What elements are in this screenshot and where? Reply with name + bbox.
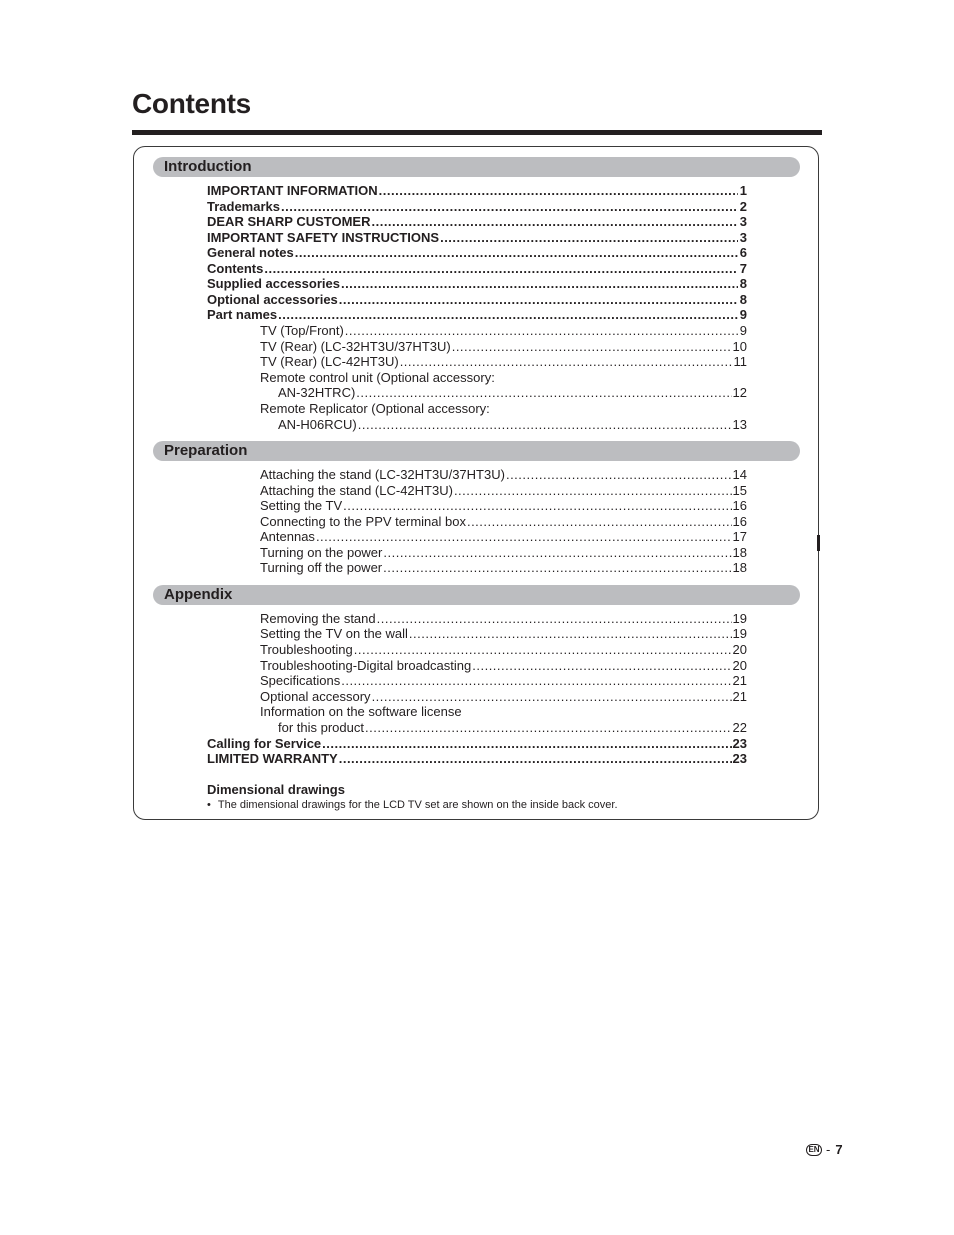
toc-page: 21 (732, 673, 747, 688)
toc-entry[interactable] (260, 323, 747, 339)
toc-page: 19 (732, 611, 747, 626)
toc-page: 13 (732, 417, 747, 432)
toc-label: TV (Rear) (LC-42HT3U) (260, 354, 399, 369)
toc-label: IMPORTANT SAFETY INSTRUCTIONS (207, 230, 440, 245)
page-title: Contents (132, 88, 251, 119)
toc-label: TV (Rear) (LC-32HT3U/37HT3U) (260, 339, 451, 354)
toc-page: 8 (739, 276, 747, 291)
dimensional-note (207, 799, 618, 811)
toc-label: Turning on the power (260, 545, 383, 560)
toc-label: Calling for Service (207, 736, 322, 751)
bullet-icon: • (207, 799, 211, 811)
section-title: Appendix (164, 586, 233, 603)
toc-entry[interactable] (207, 292, 747, 308)
toc-entry[interactable] (260, 611, 747, 627)
toc-entry[interactable] (207, 230, 747, 246)
toc-label: Optional accessory (260, 689, 371, 704)
toc-page: 18 (732, 545, 747, 560)
dimensional-note-text: The dimensional drawings for the LCD TV set are shown on the inside back cover. (217, 799, 618, 811)
toc-page: 14 (732, 467, 747, 482)
toc-entry[interactable] (260, 626, 747, 642)
toc-label: IMPORTANT INFORMATION (207, 183, 378, 198)
margin-mark (817, 535, 820, 551)
toc-label: Setting the TV (260, 498, 343, 513)
toc-page: 18 (732, 560, 747, 575)
toc-entry[interactable] (260, 483, 747, 499)
toc-entry[interactable] (207, 751, 747, 767)
section-title: Introduction (164, 158, 252, 175)
toc-label: Removing the stand (260, 611, 376, 626)
page-dash: - (826, 1142, 831, 1157)
toc-page: 7 (739, 261, 747, 276)
page-footer (806, 1142, 843, 1157)
toc-page: 16 (732, 498, 747, 513)
toc-entry[interactable] (278, 720, 747, 736)
toc-entry[interactable] (260, 514, 747, 530)
toc-entry[interactable] (260, 545, 747, 561)
toc-page: 9 (739, 307, 747, 322)
page-number: 7 (835, 1142, 843, 1157)
toc-entry[interactable] (207, 276, 747, 292)
toc-entry[interactable] (207, 199, 747, 215)
section-title: Preparation (164, 442, 248, 459)
toc-label: Specifications (260, 673, 341, 688)
toc-page: 23 (732, 751, 747, 766)
toc-label: Part names (207, 307, 278, 322)
toc-entry[interactable] (278, 417, 747, 433)
toc-label: LIMITED WARRANTY (207, 751, 338, 766)
toc-page: 8 (739, 292, 747, 307)
toc-page: 3 (739, 214, 747, 229)
toc-page: 6 (739, 245, 747, 260)
toc-entry[interactable] (260, 354, 747, 370)
toc-entry[interactable] (207, 307, 747, 323)
toc-page: 19 (732, 626, 747, 641)
section-header-appendix (153, 585, 800, 605)
title-rule (132, 130, 822, 135)
toc-label-line1[interactable]: Remote control unit (Optional accessory: (260, 370, 495, 385)
toc-label: for this product (278, 720, 364, 735)
toc-page: 2 (739, 199, 747, 214)
toc-label: DEAR SHARP CUSTOMER (207, 214, 371, 229)
toc-label: TV (Top/Front) (260, 323, 344, 338)
toc-page: 21 (732, 689, 747, 704)
toc-label-line1[interactable]: Information on the software license (260, 704, 462, 719)
section-header-preparation (153, 441, 800, 461)
toc-label: Connecting to the PPV terminal box (260, 514, 466, 529)
toc-entry[interactable] (260, 560, 747, 576)
toc-page: 20 (732, 658, 747, 673)
toc-entry[interactable] (207, 245, 747, 261)
toc-label: AN-32HTRC) (278, 385, 356, 400)
language-badge-icon: EN (806, 1144, 822, 1156)
toc-entry[interactable] (207, 214, 747, 230)
toc-label: AN-H06RCU) (278, 417, 357, 432)
toc-page: 15 (732, 483, 747, 498)
toc-label: Antennas (260, 529, 315, 544)
toc-entry[interactable] (260, 498, 747, 514)
toc-entry[interactable] (260, 642, 747, 658)
toc-entry[interactable] (207, 261, 747, 277)
toc-page: 16 (732, 514, 747, 529)
toc-entry[interactable] (260, 339, 747, 355)
toc-page: 22 (732, 720, 747, 735)
toc-label-line1[interactable]: Remote Replicator (Optional accessory: (260, 401, 490, 416)
toc-label: Attaching the stand (LC-32HT3U/37HT3U) (260, 467, 505, 482)
toc-label: Troubleshooting (260, 642, 353, 657)
toc-entry[interactable] (260, 658, 747, 674)
section-header-introduction (153, 157, 800, 177)
toc-entry[interactable] (260, 467, 747, 483)
toc-page: 11 (733, 354, 747, 369)
toc-page: 1 (739, 183, 747, 198)
toc-label: Trademarks (207, 199, 280, 214)
dimensional-heading: Dimensional drawings (207, 782, 345, 797)
toc-page: 23 (732, 736, 747, 751)
toc-page: 3 (739, 230, 747, 245)
toc-page: 17 (732, 529, 747, 544)
toc-entry[interactable] (260, 673, 747, 689)
toc-entry[interactable] (260, 529, 747, 545)
toc-page: 20 (732, 642, 747, 657)
toc-page: 12 (732, 385, 747, 400)
toc-label: Supplied accessories (207, 276, 340, 291)
toc-label: Turning off the power (260, 560, 383, 575)
toc-label: Attaching the stand (LC-42HT3U) (260, 483, 453, 498)
toc-entry[interactable] (207, 183, 747, 199)
toc-entry[interactable] (260, 689, 747, 705)
toc-label: Contents (207, 261, 264, 276)
toc-page: 10 (732, 339, 747, 354)
toc-label: General notes (207, 245, 294, 260)
toc-page: 9 (739, 323, 747, 338)
toc-entry[interactable] (278, 385, 747, 401)
toc-label: Troubleshooting-Digital broadcasting (260, 658, 472, 673)
toc-label: Setting the TV on the wall (260, 626, 408, 641)
toc-entry[interactable] (207, 736, 747, 752)
toc-label: Optional accessories (207, 292, 338, 307)
